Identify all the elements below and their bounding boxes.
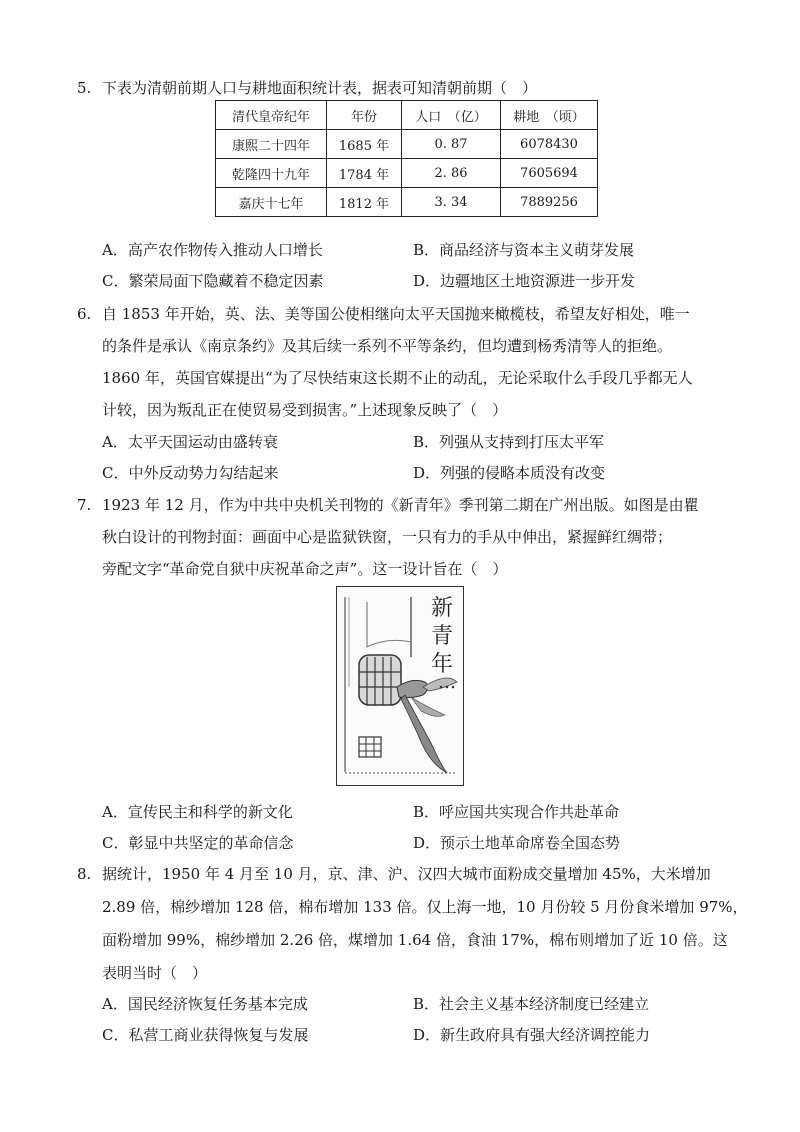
question-number: 6. [77,305,92,323]
question-text-line: 1923 年 12 月，作为中共中央机关刊物的《新青年》季刊第二期在广州出版。如图是由瞿 [102,496,699,514]
question-number: 7. [77,496,92,514]
option-c[interactable]: C．彰显中共坚定的革命信念 [102,834,294,852]
table-cell: 3. 34 [402,188,501,217]
option-c[interactable]: C．私营工商业获得恢复与发展 [102,1026,309,1044]
option-c[interactable]: C．中外反动势力勾结起来 [102,464,279,482]
cover-title-char: 年 [430,652,453,677]
question-text-line: 秋白设计的刊物封面：画面中心是监狱铁窗，一只有力的手从中伸出，紧握鲜红绸带； [102,528,673,546]
table-cell: 1685 年 [327,130,402,159]
question-text-line: 2.89 倍，棉纱增加 128 倍，棉布增加 133 倍。仅上海一地，10 月份较 5 月份食米增加 97%， [102,898,748,916]
option-a[interactable]: A．国民经济恢复任务基本完成 [102,995,308,1013]
option-d[interactable]: D．新生政府具有强大经济调控能力 [413,1026,651,1044]
question-text-line: 的条件是承认《南京条约》及其后续一系列不平等条约，但均遭到杨秀清等人的拒绝。 [102,337,673,355]
table-cell: 1812 年 [327,188,402,217]
cover-title-char: 新 [430,596,453,621]
option-d[interactable]: D．预示土地革命席卷全国态势 [413,834,621,852]
table-cell: 7889256 [501,188,598,217]
question-text-line: 1860 年，英国官媒提出“为了尽快结束这长期不止的动乱，无论采取什么手段几乎都无人 [102,369,693,387]
table-header: 耕地 （顷） [501,101,598,130]
table-cell: 乾隆四十九年 [216,159,327,188]
table-cell: 1784 年 [327,159,402,188]
option-b[interactable]: B．呼应国共实现合作共赴革命 [413,803,620,821]
cover-title [429,595,455,679]
option-d[interactable]: D．边疆地区土地资源进一步开发 [413,272,636,290]
question-text-line: 面粉增加 99%，棉纱增加 2.26 倍，煤增加 1.64 倍，食油 17%，棉布则增加了近 10 倍。这 [102,931,728,949]
option-a[interactable]: A．太平天国运动由盛转衰 [102,433,278,451]
magazine-cover-image [336,586,464,786]
question-text-line: 计较，因为叛乱正在使贸易受到损害。”上述现象反映了（ ） [102,401,508,419]
question-stem: 下表为清朝前期人口与耕地面积统计表，据表可知清朝前期（ ） [102,79,538,97]
table-row [216,159,598,188]
table-cell: 嘉庆十七年 [216,188,327,217]
table-header: 人口 （亿） [402,101,501,130]
table-header: 清代皇帝纪年 [216,101,327,130]
option-d[interactable]: D．列强的侵略本质没有改变 [413,464,606,482]
table-cell: 2. 86 [402,159,501,188]
question-text-line: 表明当时（ ） [102,964,208,982]
table-cell: 0. 87 [402,130,501,159]
question-text-line: 旁配文字“革命党自狱中庆祝革命之声”。这一设计旨在（ ） [102,560,508,578]
option-b[interactable]: B．列强从支持到打压太平军 [413,433,605,451]
population-table [215,100,598,217]
option-c[interactable]: C．繁荣局面下隐藏着不稳定因素 [102,272,324,290]
table-row [216,188,598,217]
table-cell: 7605694 [501,159,598,188]
table-header: 年份 [327,101,402,130]
option-a[interactable]: A．高产农作物传入推动人口增长 [102,241,323,259]
option-a[interactable]: A．宣传民主和科学的新文化 [102,803,293,821]
option-b[interactable]: B．商品经济与资本主义萌芽发展 [413,241,635,259]
option-b[interactable]: B．社会主义基本经济制度已经建立 [413,995,650,1013]
cover-title-char: 青 [430,624,453,649]
table-cell: 康熙二十四年 [216,130,327,159]
question-text-line: 据统计，1950 年 4 月至 10 月，京、津、沪、汉四大城市面粉成交量增加 45%，大米增加 [102,865,711,883]
table-row [216,130,598,159]
table-header-row [216,101,598,130]
question-number: 8. [77,865,92,883]
table-cell: 6078430 [501,130,598,159]
question-text-line: 自 1853 年开始，英、法、美等国公使相继向太平天国抛来橄榄枝，希望友好相处，唯一 [102,305,690,323]
question-number: 5. [77,79,92,97]
